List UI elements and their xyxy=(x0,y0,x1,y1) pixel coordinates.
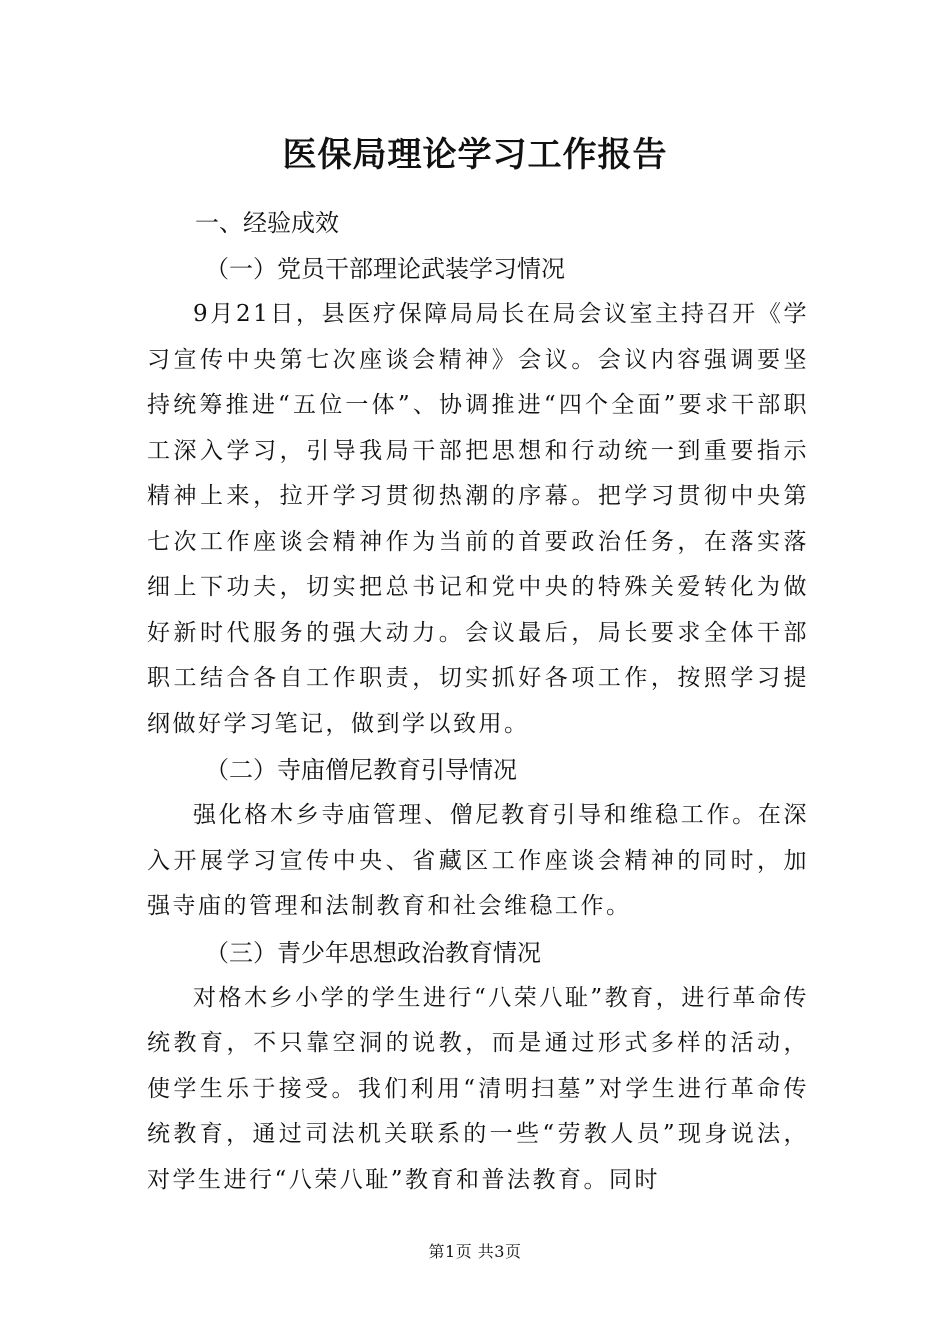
document-body xyxy=(147,200,809,1203)
subsection-heading-temple-education: （二）寺庙僧尼教育引导情况 xyxy=(205,756,517,784)
paragraph-youth-education: 对格木乡小学的学生进行“八荣八耻”教育，进行革命传统教育，不只靠空洞的说教，而是通过形式多样的活动，使学生乐于接受。我们利用“清明扫墓”对学生进行革命传统教育，通过司法机关联系的一些“劳教人员”现身说法，对学生进行“八荣八耻”教育和普法教育。同时 xyxy=(147,984,809,1193)
document-title: 医保局理论学习工作报告 xyxy=(282,135,668,175)
page-number-footer: 第1页 共3页 xyxy=(428,1242,522,1261)
subsection-heading-youth-education: （三）青少年思想政治教育情况 xyxy=(205,938,541,967)
paragraph-cadre-study: 9月21日，县医疗保障局局长在局会议室主持召开《学习宣传中央第七次座谈会精神》会议。会议内容强调要坚持统筹推进“五位一体”、协调推进“四个全面”要求干部职工深入学习，引导我局干部把思想和行动统一到重要指示精神上来，拉开学习贯彻热潮的序幕。把学习贯彻中央第七次工作座谈会精神作为当前的首要政治任务，在落实落细上下功夫，切实把总书记和党中央的特殊关爱转化为做好新时代服务的强大动力。会议最后，局长要求全体干部职工结合各自工作职责，切实抓好各项工作，按照学习提纲做好学习笔记，做到学以致用。 xyxy=(147,301,809,737)
subsection-heading-cadre-study: （一）党员干部理论武装学习情况 xyxy=(205,255,565,283)
paragraph-temple-education: 强化格木乡寺庙管理、僧尼教育引导和维稳工作。在深入开展学习宣传中央、省藏区工作座谈会精神的同时，加强寺庙的管理和法制教育和社会维稳工作。 xyxy=(147,802,809,919)
section-heading-experience: 一、经验成效 xyxy=(195,209,339,237)
